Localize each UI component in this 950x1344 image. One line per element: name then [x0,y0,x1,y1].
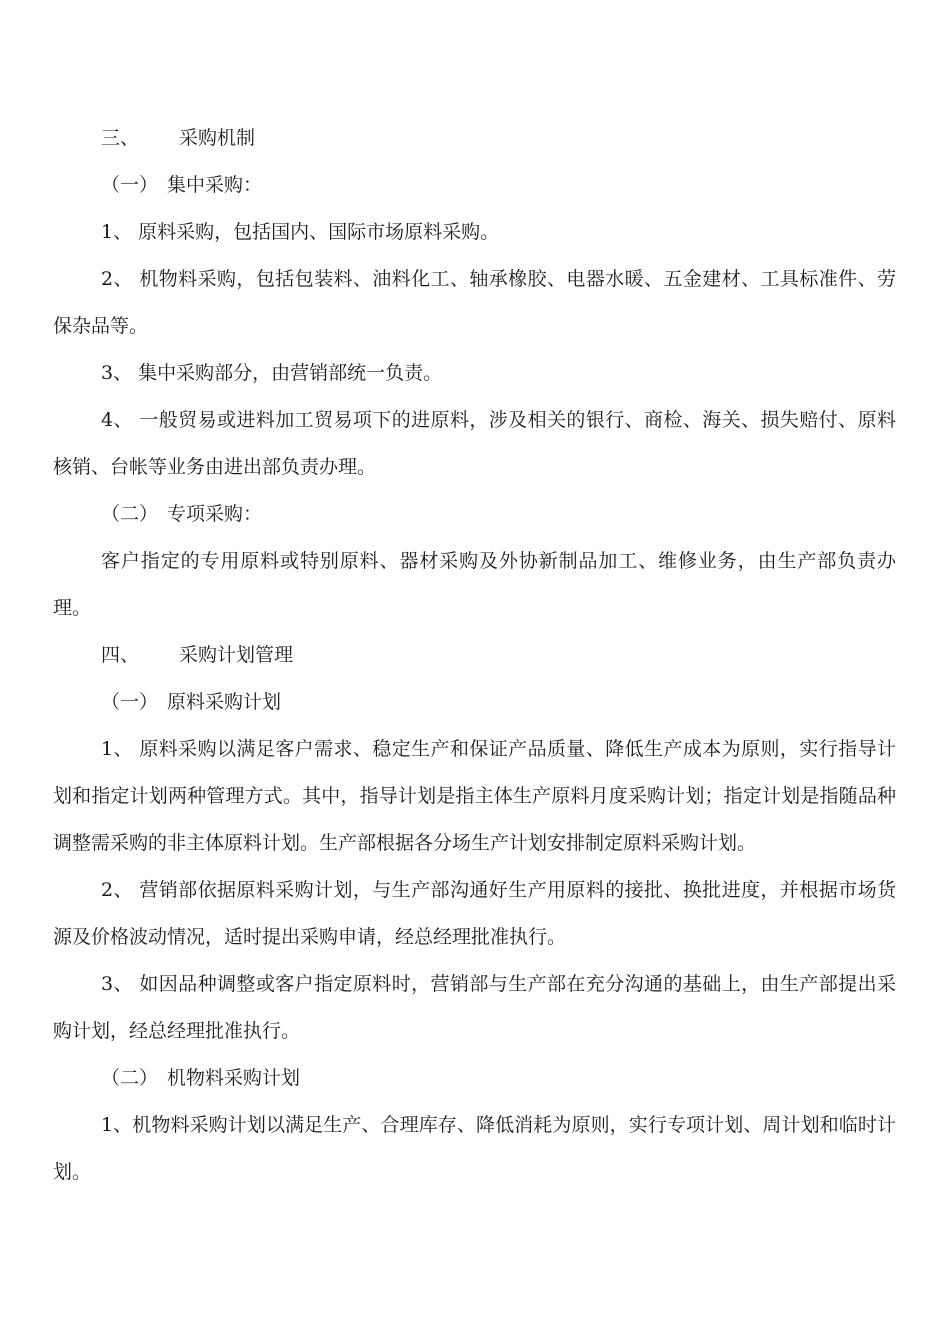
subsection-title: 集中采购： [167,174,263,196]
section-title: 采购计划管理 [179,644,294,666]
document-body [53,115,896,1196]
section-number: 三、 [101,127,140,149]
subsection-title: 原料采购计划 [167,691,282,713]
subsection-title: 专项采购： [167,503,263,525]
subsection-heading-centralized [53,162,896,209]
paragraph: 3、 集中采购部分，由营销部统一负责。 [101,362,443,384]
subsection-number: （二） [101,503,159,525]
paragraph: 4、 一般贸易或进料加工贸易项下的进原料，涉及相关的银行、商检、海关、损失赔付、原料核销、台帐等业务由进出部负责办理。 [53,409,896,478]
paragraph: 1、 原料采购以满足客户需求、稳定生产和保证产品质量、降低生产成本为原则，实行指导计划和指定计划两种管理方式。其中，指导计划是指主体生产原料月度采购计划；指定计划是指随品种调整需采购的非主体原料计划。生产部根据各分场生产计划安排制定原料采购计划。 [53,738,896,854]
paragraph: 3、 如因品种调整或客户指定原料时，营销部与生产部在充分沟通的基础上，由生产部提出采购计划，经总经理批准执行。 [53,973,896,1042]
paragraph: 1、机物料采购计划以满足生产、合理库存、降低消耗为原则，实行专项计划、周计划和临时计划。 [53,1114,896,1183]
section-heading-3 [53,115,896,162]
subsection-title: 机物料采购计划 [167,1067,301,1089]
subsection-heading-materials-plan [53,1055,896,1102]
subsection-number: （一） [101,174,159,196]
paragraph: 2、 营销部依据原料采购计划，与生产部沟通好生产用原料的接批、换批进度，并根据市场货源及价格波动情况，适时提出采购申请，经总经理批准执行。 [53,879,896,948]
subsection-number: （一） [101,691,159,713]
paragraph: 2、 机物料采购，包括包装料、油料化工、轴承橡胶、电器水暖、五金建材、工具标准件、劳保杂品等。 [53,268,896,337]
paragraph: 客户指定的专用原料或特别原料、器材采购及外协新制品加工、维修业务，由生产部负责办理。 [53,550,896,619]
subsection-heading-special [53,491,896,538]
subsection-number: （二） [101,1067,159,1089]
section-number: 四、 [101,644,140,666]
section-heading-4 [53,632,896,679]
section-title: 采购机制 [179,127,256,149]
paragraph: 1、 原料采购，包括国内、国际市场原料采购。 [101,221,500,243]
subsection-heading-raw-material-plan [53,679,896,726]
